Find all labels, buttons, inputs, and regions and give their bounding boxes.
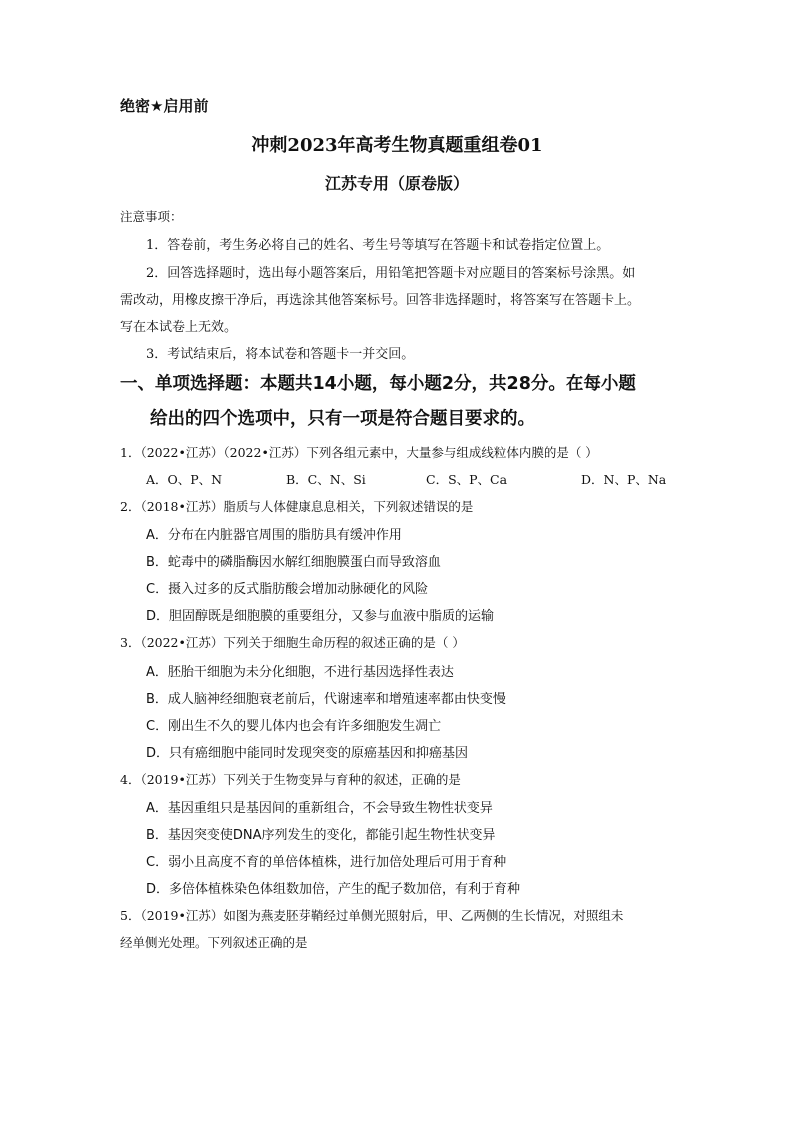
confidential-label: 绝密★启用前 <box>120 97 209 115</box>
notice-heading: 注意事项： <box>120 209 183 224</box>
question-2-option-c: C．摄入过多的反式脂肪酸会增加动脉硬化的风险 <box>146 582 429 597</box>
question-1-option-c: C．S、P、Ca <box>426 472 508 487</box>
question-4-option-b: B．基因突变使DNA序列发生的变化，都能引起生物性状变异 <box>146 828 496 843</box>
question-3-option-c: C．刚出生不久的婴儿体内也会有许多细胞发生凋亡 <box>146 719 442 734</box>
notice-item-1: 1．答卷前，考生务必将自己的姓名、考生号等填写在答题卡和试卷指定位置上。 <box>146 238 610 253</box>
question-2-option-b: B．蛇毒中的磷脂酶因水解红细胞膜蛋白而导致溶血 <box>146 555 441 570</box>
notice-item-2-line-3: 写在本试卷上无效。 <box>120 320 238 335</box>
question-4-option-c: C．弱小且高度不育的单倍体植株，进行加倍处理后可用于育种 <box>146 855 507 870</box>
section-heading-line-1: 一、单项选择题：本题共14小题，每小题2分，共28分。在每小题 <box>120 374 636 394</box>
question-3-option-a: A．胚胎干细胞为未分化细胞，不进行基因选择性表达 <box>146 665 454 680</box>
question-2-option-a: A．分布在内脏器官周围的脂肪具有缓冲作用 <box>146 528 402 543</box>
question-2-option-d: D．胆固醇既是细胞膜的重要组分，又参与血液中脂质的运输 <box>146 609 495 624</box>
section-heading-line-2: 给出的四个选项中，只有一项是符合题目要求的。 <box>150 409 535 429</box>
question-4-option-d: D．多倍体植株染色体组数加倍，产生的配子数加倍，有利于育种 <box>146 882 521 897</box>
notice-item-3: 3．考试结束后，将本试卷和答题卡一并交回。 <box>146 347 415 362</box>
question-5-stem-line-2: 经单侧光处理。下列叙述正确的是 <box>120 935 308 950</box>
question-3-option-d: D．只有癌细胞中能同时发现突变的原癌基因和抑癌基因 <box>146 746 469 761</box>
question-1-stem: 1．（2022•江苏）（2022•江苏）下列各组元素中，大量参与组成线粒体内膜的是（ ） <box>120 445 598 460</box>
question-1-option-a: A．O、P、N <box>146 472 223 487</box>
question-3-option-b: B．成人脑神经细胞衰老前后，代谢速率和增殖速率都由快变慢 <box>146 692 506 707</box>
question-5-stem-line-1: 5．（2019•江苏）如图为燕麦胚芽鞘经过单侧光照射后，甲、乙两侧的生长情况，对照组未 <box>120 908 624 923</box>
question-3-stem: 3．（2022•江苏）下列关于细胞生命历程的叙述正确的是（ ） <box>120 635 465 650</box>
question-4-stem: 4．（2019•江苏）下列关于生物变异与育种的叙述，正确的是 <box>120 772 461 787</box>
question-1-option-d: D．N、P、Na <box>581 472 667 487</box>
question-4-option-a: A．基因重组只是基因间的重新组合，不会导致生物性状变异 <box>146 801 493 816</box>
question-1-option-b: B．C、N、Si <box>286 472 366 487</box>
notice-item-2-line-2: 需改动，用橡皮擦干净后，再选涂其他答案标号。回答非选择题时，将答案写在答题卡上。 <box>120 293 641 308</box>
exam-title: 冲刺2023年高考生物真题重组卷01 <box>251 135 543 156</box>
exam-subtitle: 江苏专用（原卷版） <box>324 174 469 193</box>
question-2-stem: 2．（2018•江苏）脂质与人体健康息息相关，下列叙述错误的是 <box>120 499 474 514</box>
notice-item-2-line-1: 2．回答选择题时，选出每小题答案后，用铅笔把答题卡对应题目的答案标号涂黑。如 <box>146 266 636 281</box>
